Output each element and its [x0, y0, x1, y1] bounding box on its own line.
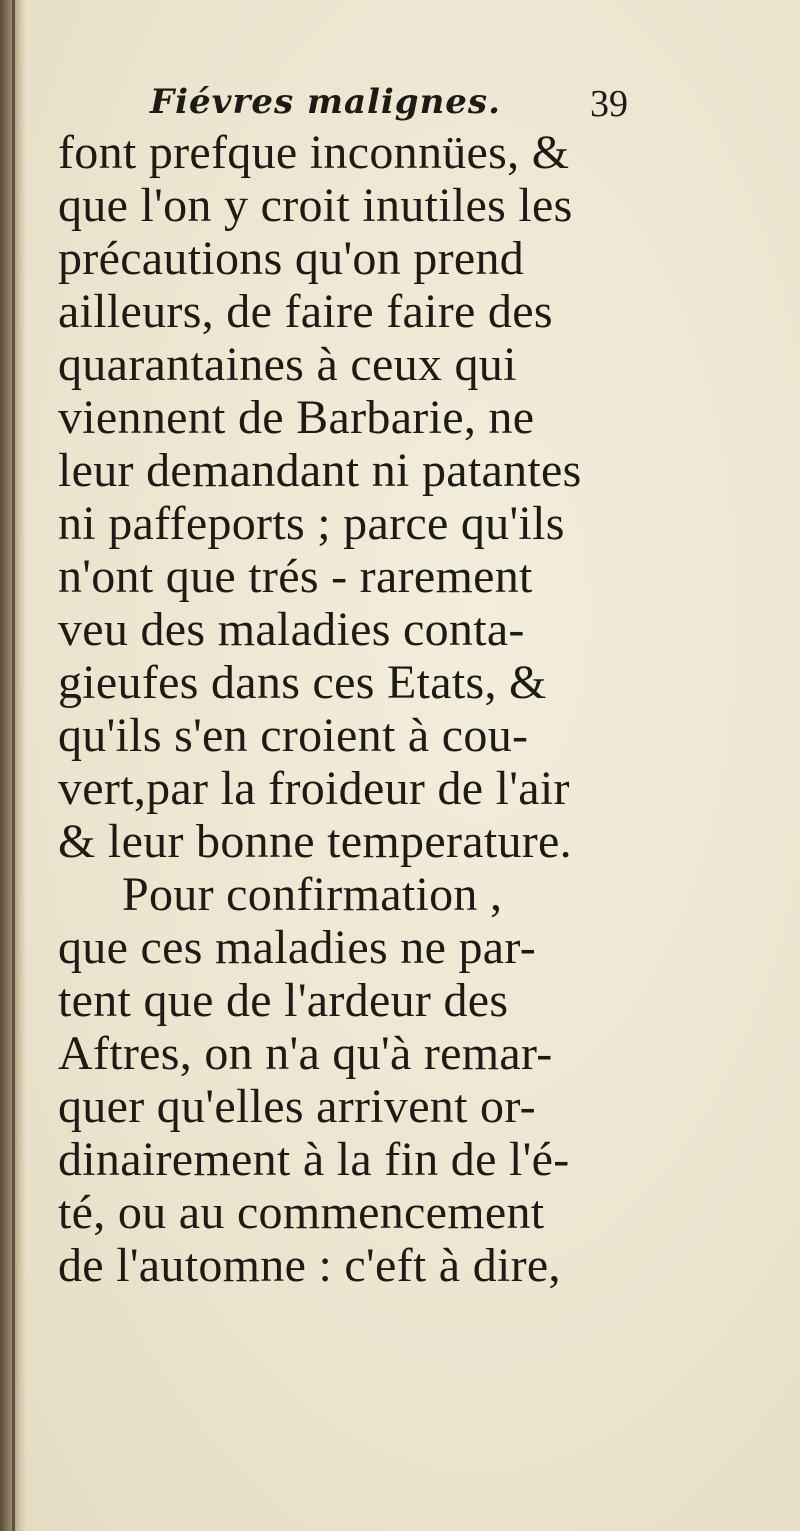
page-number: 39 — [590, 83, 628, 125]
text-line: n'ont que trés - rarement — [58, 550, 533, 603]
running-title: Fiévres malignes. — [150, 82, 501, 122]
text-line: quer qu'elles arrivent or- — [58, 1080, 536, 1133]
page-gutter — [0, 0, 26, 1531]
text-line: que ces maladies ne par- — [58, 921, 537, 974]
text-line: & leur bonne temperature. — [58, 815, 572, 868]
text-line: té, ou au commencement — [58, 1186, 545, 1239]
binding-edge — [12, 0, 15, 1531]
text-line: précautions qu'on prend — [58, 232, 525, 285]
text-line: leur demandant ni patantes — [58, 444, 582, 497]
page-header — [150, 82, 790, 132]
text-line: qu'ils s'en croient à cou- — [58, 709, 529, 762]
text-line: vert,par la froideur de l'air — [58, 762, 570, 815]
text-line: ailleurs, de faire faire des — [58, 285, 553, 338]
text-line: tent que de l'ardeur des — [58, 974, 509, 1027]
text-line: de l'automne : c'eft à dire, — [58, 1239, 561, 1292]
text-line: gieufes dans ces Etats, & — [58, 656, 547, 709]
text-line: dinairement à la fin de l'é- — [58, 1133, 570, 1186]
text-line: veu des maladies conta- — [58, 603, 525, 656]
text-line: Aftres, on n'a qu'à remar- — [58, 1027, 553, 1080]
text-line: viennent de Barbarie, ne — [58, 391, 535, 444]
text-line: ni paffeports ; parce qu'ils — [58, 497, 565, 550]
text-line: que l'on y croit inutiles les — [58, 179, 573, 232]
paragraph-start-line: Pour confirmation , — [122, 868, 503, 921]
body-text — [58, 126, 788, 1292]
text-line: quarantaines à ceux qui — [58, 338, 517, 391]
text-line: font prefque inconnües, & — [58, 126, 570, 179]
